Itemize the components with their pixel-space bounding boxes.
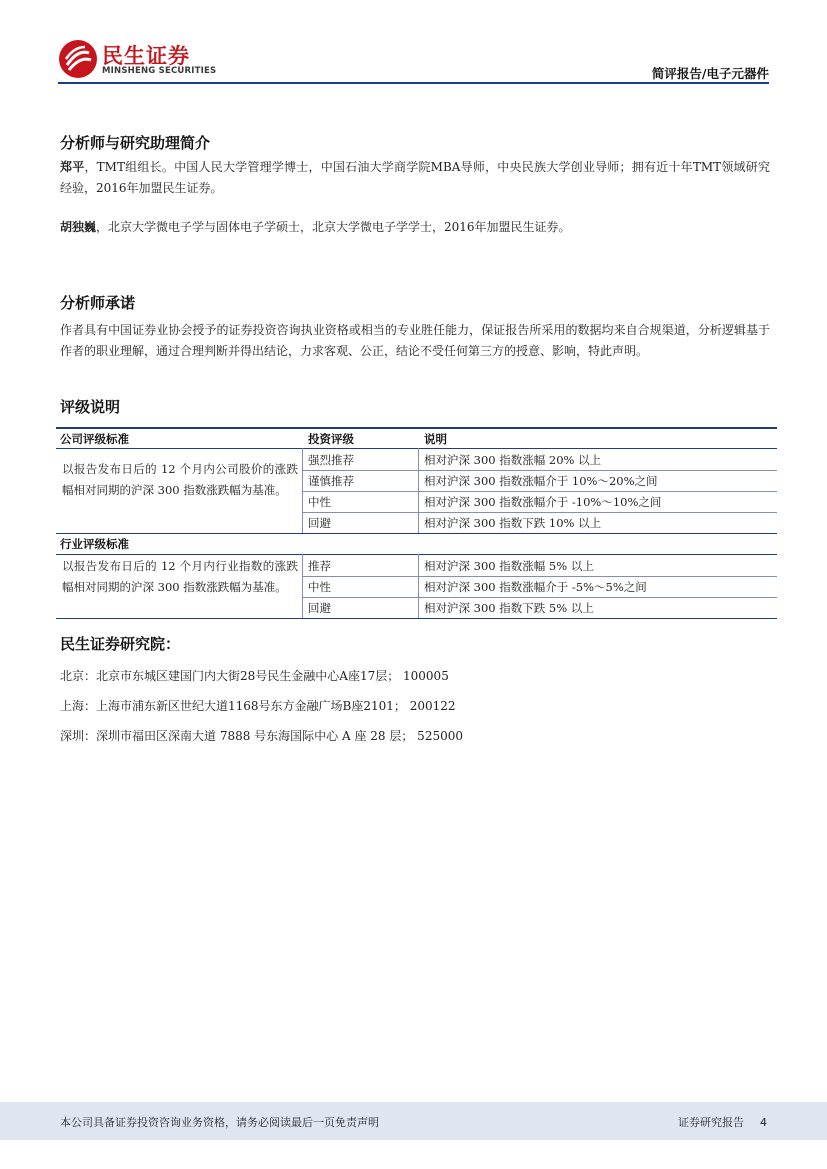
page-footer <box>0 1102 827 1140</box>
rating-label: 回避 <box>308 516 331 530</box>
industry-rule-top <box>56 533 777 534</box>
rating-desc: 相对沪深 300 指数涨幅 20% 以上 <box>424 453 602 467</box>
row-divider <box>302 576 777 577</box>
row-divider <box>302 512 777 513</box>
rating-desc: 相对沪深 300 指数涨幅介于 -10%～10%之间 <box>424 495 662 509</box>
column-divider <box>418 448 419 533</box>
institute-heading: 民生证券研究院： <box>60 635 181 653</box>
rating-label: 中性 <box>308 495 331 509</box>
analyst-bio-text: ，北京大学微电子学与固体电子学硕士，北京大学微电子学学士，2016年加盟民生证券。 <box>96 220 571 234</box>
rating-label: 推荐 <box>308 559 331 573</box>
minsheng-logo-icon <box>58 39 98 79</box>
column-divider <box>302 554 303 618</box>
header-rule-bottom <box>56 448 777 449</box>
footer-disclaimer: 本公司具备证券投资咨询业务资格，请务必阅读最后一页免责声明 <box>60 1116 379 1129</box>
footer-report-type: 证券研究报告 <box>678 1116 744 1129</box>
rating-heading: 评级说明 <box>60 398 121 416</box>
table-top-rule <box>56 427 777 429</box>
analyst-bio-hu <box>60 217 770 238</box>
report-category: 简评报告/电子元器件 <box>651 66 769 81</box>
col-company-standard: 公司评级标准 <box>60 432 129 446</box>
commitment-text: 作者具有中国证券业协会授予的证券投资咨询执业资格或相当的专业胜任能力，保证报告所采用的数据均来自合规渠道，分析逻辑基于作者的职业理解，通过合理判断并得出结论，力求客观、公正，结论不受任何第三方的授意、影响，特此声明。 <box>60 323 770 358</box>
table-bottom-rule <box>56 618 777 619</box>
company-basis-text: 以报告发布日后的 12 个月内公司股价的涨跌幅相对同期的沪深 300 指数涨跌幅为基准。 <box>62 462 298 497</box>
analyst-name: 郑平 <box>60 160 85 174</box>
rating-desc: 相对沪深 300 指数涨幅 5% 以上 <box>424 559 594 573</box>
row-divider <box>302 597 777 598</box>
row-divider <box>302 491 777 492</box>
column-divider <box>418 554 419 618</box>
commitment-heading: 分析师承诺 <box>60 294 136 312</box>
industry-basis-text: 以报告发布日后的 12 个月内行业指数的涨跌幅相对同期的沪深 300 指数涨跌幅为基准。 <box>62 559 298 594</box>
rating-desc: 相对沪深 300 指数下跌 10% 以上 <box>424 516 602 530</box>
analyst-bio-text: ，TMT组组长。中国人民大学管理学博士，中国石油大学商学院MBA导师，中央民族大学创业导师；拥有近十年TMT领域研究经验，2016年加盟民生证券。 <box>60 160 770 195</box>
analysts-heading: 分析师与研究助理简介 <box>60 134 211 152</box>
logo-english-name: MINSHENG SECURITIES <box>102 66 217 76</box>
footer-right <box>678 1114 767 1130</box>
analyst-bio-zheng <box>60 157 770 198</box>
address-shenzhen: 深圳：深圳市福田区深南大道 7888 号东海国际中心 A 座 28 层； 525000 <box>60 729 463 743</box>
analyst-name: 胡独巍 <box>60 220 97 234</box>
rating-desc: 相对沪深 300 指数涨幅介于 10%～20%之间 <box>424 474 658 488</box>
col-description: 说明 <box>424 432 447 446</box>
col-investment-rating: 投资评级 <box>308 432 354 446</box>
rating-label: 回避 <box>308 601 331 615</box>
column-divider <box>302 448 303 533</box>
header-rule <box>58 82 769 84</box>
page-number: 4 <box>760 1116 767 1129</box>
rating-label: 谨慎推荐 <box>308 474 354 488</box>
rating-desc: 相对沪深 300 指数涨幅介于 -5%～5%之间 <box>424 580 647 594</box>
industry-standard-label: 行业评级标准 <box>60 537 129 551</box>
address-shanghai: 上海：上海市浦东新区世纪大道1168号东方金融广场B座2101； 200122 <box>60 699 456 713</box>
rating-label: 中性 <box>308 580 331 594</box>
logo-chinese-name: 民生证券 <box>102 44 190 68</box>
rating-label: 强烈推荐 <box>308 453 354 467</box>
minsheng-logo <box>58 39 238 79</box>
rating-desc: 相对沪深 300 指数下跌 5% 以上 <box>424 601 594 615</box>
address-beijing: 北京：北京市东城区建国门内大街28号民生金融中心A座17层； 100005 <box>60 669 449 683</box>
row-divider <box>302 470 777 471</box>
industry-rule-bottom <box>56 554 777 555</box>
